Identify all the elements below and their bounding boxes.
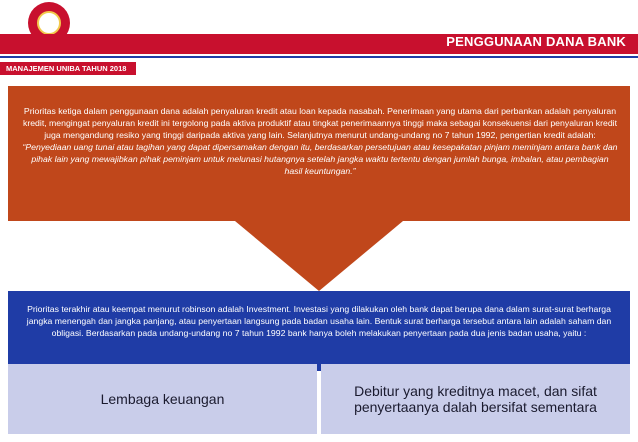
investment-type-cell: Lembaga keuangan bbox=[8, 364, 317, 434]
header-divider bbox=[0, 56, 638, 58]
investment-type-cell: Debitur yang kreditnya macet, dan sifat penyertaanya dalah bersifat sementara bbox=[321, 364, 630, 434]
credit-priority-text: Prioritas ketiga dalam penggunaan dana adalah penyaluran kredit atau loan kepada nasabah. Penerimaan yang utama dari perbankan adalah penyaluran kredit, mengingat penyaluran kredit ini tergolong pada aktiva produktif atau tingkat penerimaannya tinggi maka sebagai konsekuensi dari penyaluran kredit juga mengandung resiko yang tinggi daripada aktiva yang lain. Selanjutnya menurut undang-undang no 7 tahun 1992, pengertian kredit adalah: bbox=[22, 106, 617, 140]
page-title: PENGGUNAAN DANA BANK bbox=[446, 34, 626, 49]
arrow-block-text bbox=[22, 105, 618, 177]
credit-definition-quote: “Penyediaan uang tunai atau tagihan yang dapat dipersamakan dengan itu, berdasarkan persetujuan atau kesepakatan pinjam meminjam antara bank dan pihak lain yang mewajibkan pihak peminjam untuk melunasi hutangnya setelah jangka waktu tertentu dengan jumlah bunga, imbalan, atau pembagian hasil keuntungan.” bbox=[22, 142, 618, 176]
investment-text: Prioritas terakhir atau keempat menurut robinson adalah Investment. Investasi yang dilakukan oleh bank dapat berupa dana dalam surat-surat berharga jangka menengah dan jangka panjang, atau penyertaan langsung pada badan usaha lain. Bentuk surat berharga tersebut antara lain adalah saham dan obligasi. Berdasarkan pada undang-undang no 7 tahun 1992 bank hanya boleh melakukan penyertaan pada dua jenis badan usaha, yaitu : bbox=[26, 304, 612, 338]
logo-center bbox=[37, 11, 61, 35]
course-tag: MANAJEMEN UNIBA TAHUN 2018 bbox=[0, 62, 136, 75]
arrow-head bbox=[235, 221, 403, 291]
investment-types bbox=[8, 364, 630, 434]
